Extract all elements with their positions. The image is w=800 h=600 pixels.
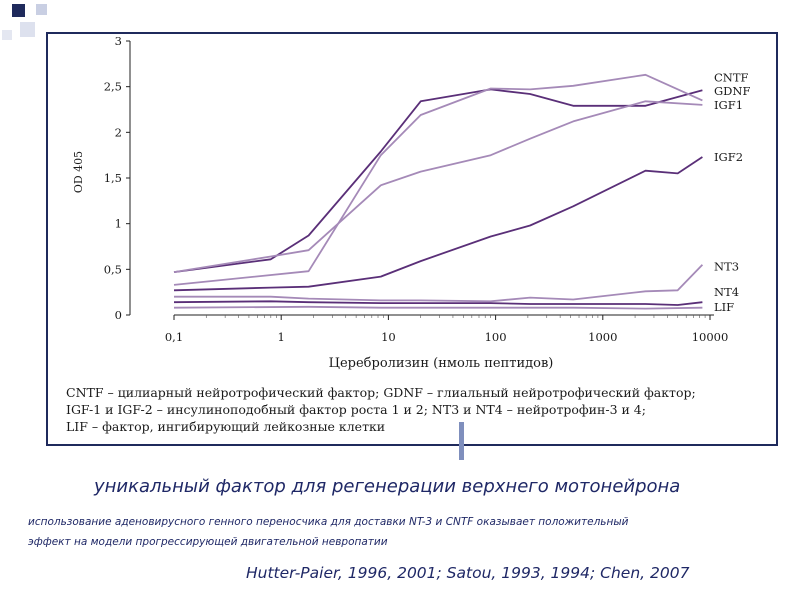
series-label-igf2: IGF2	[714, 149, 744, 164]
description-line-2: эффект на модели прогрессирующей двигательной невропатии	[28, 536, 388, 548]
x-tick-label: 10	[381, 330, 396, 344]
series-label-nt3: NT3	[714, 259, 740, 274]
series-line-igf2	[174, 157, 702, 290]
legend-line-3: LIF – фактор, ингибирующий лейкозные клетки	[66, 419, 386, 434]
y-tick-label: 2,5	[103, 79, 122, 94]
series-labels	[714, 71, 750, 314]
y-tick-label: 0	[114, 308, 122, 322]
chart-axes	[130, 41, 714, 315]
x-axis-label: Церебролизин (нмоль пептидов)	[328, 356, 554, 371]
abbreviation-legend	[66, 384, 756, 435]
series-line-lif	[174, 307, 702, 309]
vertical-accent-bar	[459, 422, 464, 460]
references-text: Hutter-Paier, 1996, 2001; Satou, 1993, 1994; Chen, 2007	[246, 564, 690, 582]
series-line-nt3	[174, 265, 702, 302]
x-tick-label: 0,1	[164, 330, 184, 344]
y-tick-label: 2	[114, 125, 122, 140]
series-label-lif: LIF	[714, 299, 735, 314]
x-tick-label: 1	[277, 330, 285, 344]
description-line-1: использование аденовирусного генного переносчика для доставки NT-3 и CNTF оказывает положительный	[28, 516, 629, 528]
series-label-igf1: IGF1	[714, 97, 744, 112]
series-line-nt4	[174, 301, 702, 305]
x-tick-label: 1000	[588, 330, 618, 344]
y-tick-label: 1	[114, 216, 122, 231]
x-tick-label: 10000	[691, 330, 729, 344]
y-tick-label: 1,5	[103, 171, 122, 185]
chart-series	[174, 75, 702, 309]
series-label-nt4: NT4	[714, 285, 740, 300]
x-tick-label: 100	[484, 330, 507, 344]
headline-text: уникальный фактор для регенерации верхнего мотонейрона	[94, 476, 681, 497]
legend-line-1: CNTF – цилиарный нейротрофический фактор; GDNF – глиальный нейротрофический фактор;	[66, 385, 696, 400]
series-label-gdnf: GDNF	[714, 84, 751, 99]
series-line-igf1	[174, 101, 702, 272]
legend-line-2: IGF-1 и IGF-2 – инсулиноподобный фактор роста 1 и 2; NT3 и NT4 – нейротрофин-3 и 4;	[66, 402, 646, 417]
y-tick-label: 0,5	[103, 262, 122, 277]
series-label-cntf: CNTF	[714, 70, 749, 85]
y-axis-label: OD 405	[72, 150, 85, 194]
y-tick-label: 3	[114, 34, 122, 48]
